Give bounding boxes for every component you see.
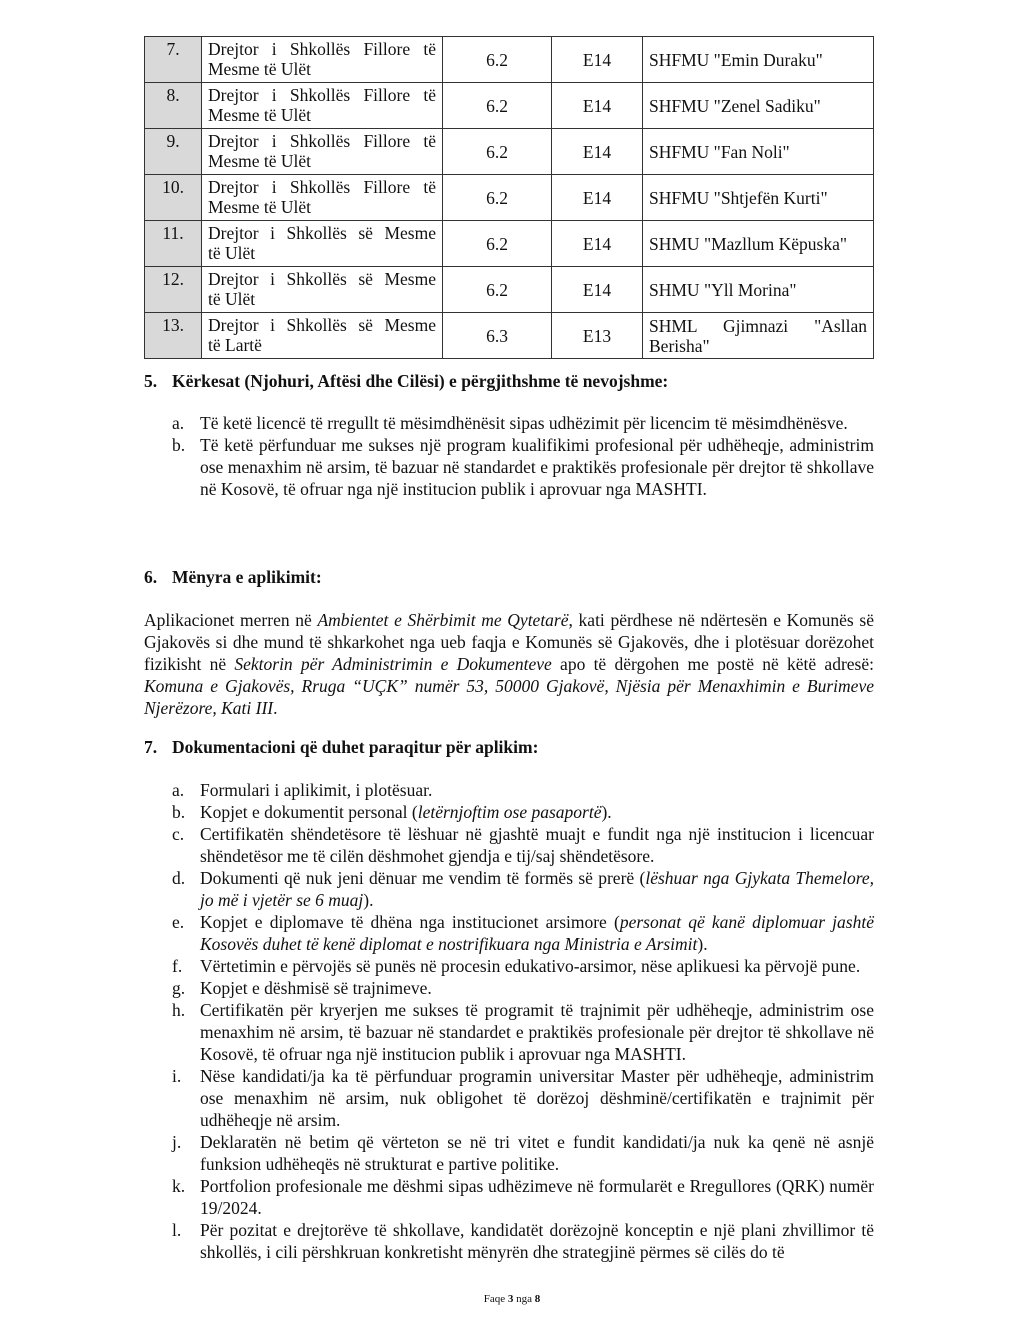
row-number: 9.	[145, 129, 202, 175]
list-item: c. Certifikatën shëndetësore të lëshuar në gjashtë muajt e fundit nga një institucion i licencuar shëndetësor me të cilën dëshmohet gjendja e tij/saj shëndetësore.	[172, 824, 874, 866]
table-row	[145, 221, 874, 267]
school-cell: SHFMU "Emin Duraku"	[643, 37, 874, 83]
list-item: l. Për pozitat e drejtorëve të shkollave, kandidatët dorëzojnë konceptin e një plani zhvillimor të shkollës, i cili përshkruan konkretisht mënyrën dhe strategjinë përmes së cilës do të	[172, 1220, 874, 1262]
requirements-list	[144, 412, 874, 500]
grade-cell: E13	[552, 313, 643, 359]
row-number: 10.	[145, 175, 202, 221]
row-number: 12.	[145, 267, 202, 313]
position-cell: Drejtor i Shkollës Fillore të Mesme të Ulët	[202, 37, 443, 83]
school-cell: SHMU "Mazllum Këpuska"	[643, 221, 874, 267]
list-item: e. Kopjet e diplomave të dhëna nga institucionet arsimore (personat që kanë diplomuar jashtë Kosovës duhet të kenë diplomat e nostrifikuara nga Ministria e Arsimit).	[172, 912, 874, 954]
documentation-list	[144, 779, 874, 1263]
table-row	[145, 129, 874, 175]
list-item: h. Certifikatën për kryerjen me sukses të programit të trajnimit për udhëheqje, administrim ose menaxhim në arsim, të bazuar në standardet e praktikës profesionale për drejtor të shkollave në Kosovë, të ofruar nga një institucion publik i aprovuar nga MASHTI.	[172, 1000, 874, 1064]
coefficient-cell: 6.2	[443, 37, 552, 83]
position-cell: Drejtor i Shkollës Fillore të Mesme të Ulët	[202, 175, 443, 221]
grade-cell: E14	[552, 129, 643, 175]
coefficient-cell: 6.2	[443, 175, 552, 221]
list-item: f. Vërtetimin e përvojës së punës në procesin edukativo-arsimor, nëse aplikuesi ka përvojë pune.	[172, 956, 861, 976]
table-row	[145, 175, 874, 221]
section-heading: 5. Kërkesat (Njohuri, Aftësi dhe Cilësi) e përgjithshme të nevojshme:	[144, 371, 669, 391]
grade-cell: E14	[552, 221, 643, 267]
coefficient-cell: 6.2	[443, 267, 552, 313]
position-cell: Drejtor i Shkollës Fillore të Mesme të Ulët	[202, 129, 443, 175]
list-item: b. Kopjet e dokumentit personal (letërnjoftim ose pasaportë).	[172, 802, 612, 822]
total-page-count: 8	[534, 1293, 541, 1305]
coefficient-cell: 6.2	[443, 83, 552, 129]
coefficient-cell: 6.2	[443, 221, 552, 267]
row-number: 13.	[145, 313, 202, 359]
current-page-number: 3	[507, 1293, 514, 1305]
coefficient-cell: 6.2	[443, 129, 552, 175]
grade-cell: E14	[552, 175, 643, 221]
page-footer: Faqe 3 nga 8	[483, 1293, 541, 1305]
row-number: 11.	[145, 221, 202, 267]
school-cell: SHFMU "Fan Noli"	[643, 129, 874, 175]
list-item: j. Deklaratën në betim që vërteton se në tri vitet e fundit kandidati/ja nuk ka qenë në asnjë funksion udhëheqës në strukturat e partive politike.	[172, 1132, 874, 1174]
list-item: k. Portfolion profesionale me dëshmi sipas udhëzimeve në formularët e Rregullores (QRK) numër 19/2024.	[172, 1176, 874, 1218]
list-item: g. Kopjet e dëshmisë së trajnimeve.	[172, 978, 432, 998]
table-row	[145, 313, 874, 359]
position-cell: Drejtor i Shkollës Fillore të Mesme të Ulët	[202, 83, 443, 129]
row-number: 8.	[145, 83, 202, 129]
grade-cell: E14	[552, 37, 643, 83]
list-item: a. Të ketë licencë të rregullt të mësimdhënësit sipas udhëzimit për licencim të mësimdhënësve.	[172, 413, 848, 433]
section-heading: 7. Dokumentacioni që duhet paraqitur për aplikim:	[144, 737, 539, 757]
list-item: d. Dokumenti që nuk jeni dënuar me vendim të formës së prerë (lëshuar nga Gjykata Themelore, jo më i vjetër se 6 muaj).	[172, 868, 875, 910]
row-number: 7.	[145, 37, 202, 83]
position-cell: Drejtor i Shkollës së Mesme të Lartë	[202, 313, 443, 359]
school-cell: SHFMU "Shtjefën Kurti"	[643, 175, 874, 221]
position-cell: Drejtor i Shkollës së Mesme të Ulët	[202, 267, 443, 313]
school-cell: SHMU "Yll Morina"	[643, 267, 874, 313]
grade-cell: E14	[552, 267, 643, 313]
position-cell: Drejtor i Shkollës së Mesme të Ulët	[202, 221, 443, 267]
section-application-method	[144, 566, 874, 719]
application-paragraph: Aplikacionet merren në Ambientet e Shërbimit me Qytetarë, kati përdhese në ndërtesën e Komunës së Gjakovës si dhe mund të shkarkohet nga ueb faqja e Komunës së Gjakovës, dhe i plotësuar dorëzohet fizikisht në Sektorin për Administrimin e Dokumenteve apo të dërgohen me postë në këtë adresë: Komuna e Gjakovës, Rruga “UÇK” numër 53, 50000 Gjakovë, Njësia për Menaxhimin e Burimeve Njerëzore, Kati III.	[144, 610, 874, 718]
section-heading: 6. Mënyra e aplikimit:	[144, 567, 322, 587]
list-item: i. Nëse kandidati/ja ka të përfunduar programin universitar Master për udhëheqje, administrim ose menaxhim në arsim, nuk obligohet të dorëzoj dëshminë/certifikatën e trajnimit për udhëheqje në arsim.	[172, 1066, 874, 1130]
coefficient-cell: 6.3	[443, 313, 552, 359]
list-item: a. Formulari i aplikimit, i plotësuar.	[172, 780, 433, 800]
table-row	[145, 267, 874, 313]
school-cell: SHFMU "Zenel Sadiku"	[643, 83, 874, 129]
table-row	[145, 83, 874, 129]
positions-table	[144, 36, 874, 359]
grade-cell: E14	[552, 83, 643, 129]
list-item: b. Të ketë përfunduar me sukses një program kualifikimi profesional për udhëheqje, administrim ose menaxhim në arsim, të bazuar në standardet e praktikës profesionale për drejtor të shkollave në Kosovë, të ofruar nga një institucion publik i aprovuar nga MASHTI.	[172, 435, 874, 499]
school-cell: SHML Gjimnazi "Asllan Berisha"	[643, 313, 874, 359]
section-requirements	[144, 370, 874, 500]
section-documentation	[144, 736, 874, 1263]
table-row	[145, 37, 874, 83]
